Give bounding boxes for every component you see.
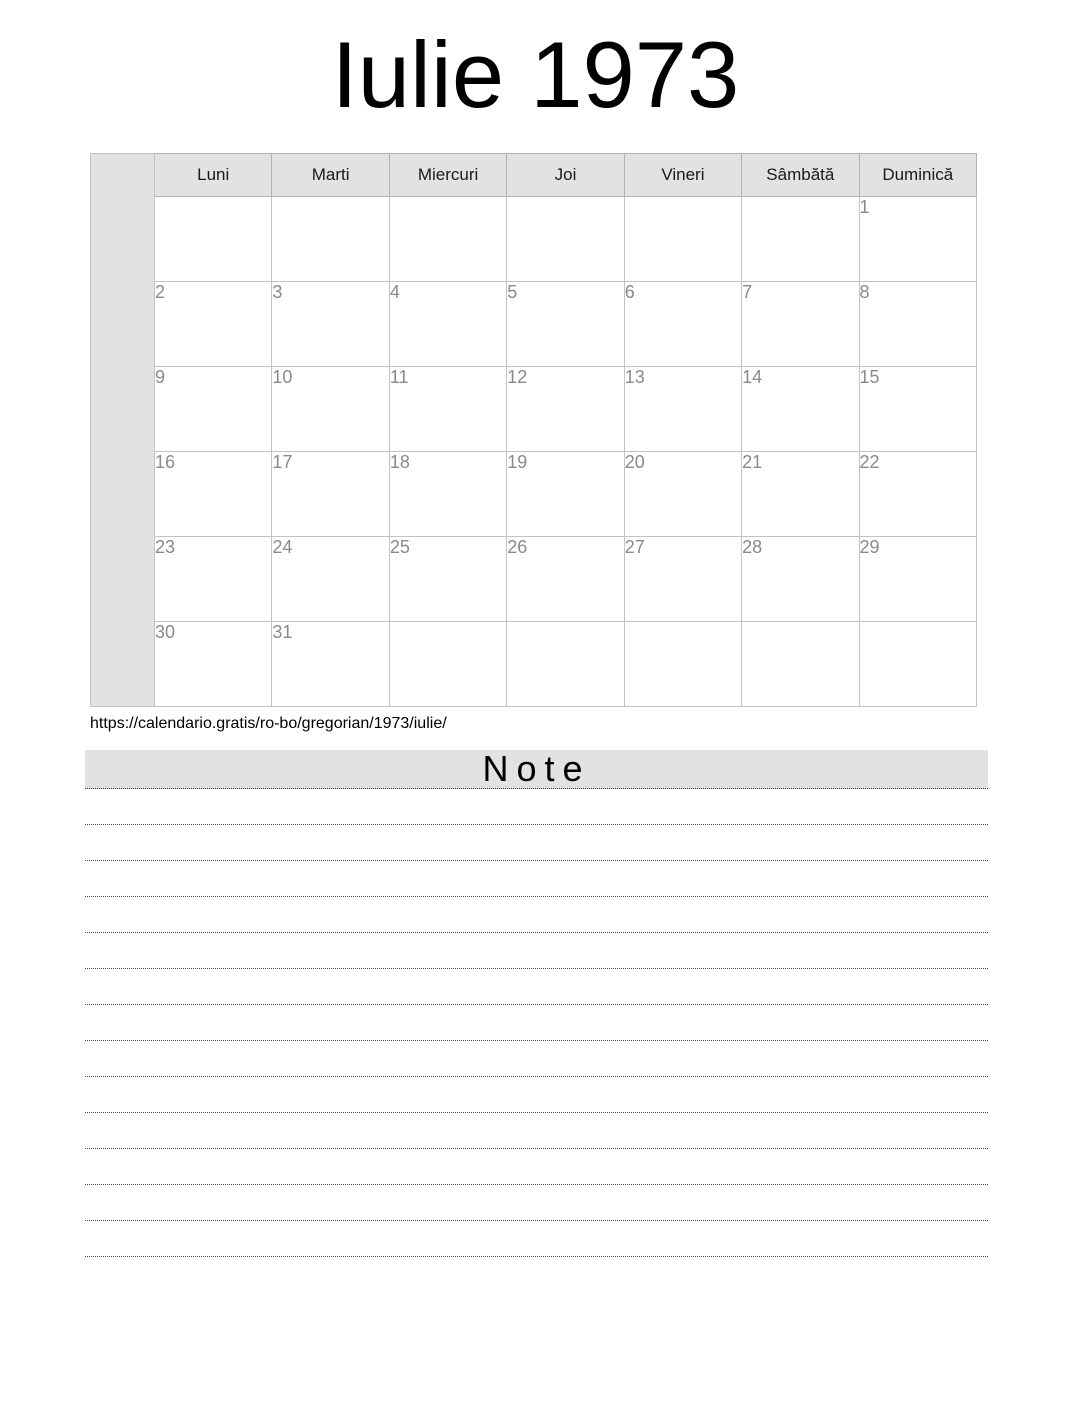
note-line <box>85 1185 988 1221</box>
weekday-header-vineri: Vineri <box>624 154 741 197</box>
day-cell: 3 <box>272 282 389 367</box>
day-cell: 24 <box>272 537 389 622</box>
weekday-header-row <box>91 154 977 197</box>
day-cell: 18 <box>389 452 506 537</box>
calendar-week-row <box>91 197 977 282</box>
page-title: Iulie 1973 <box>331 22 740 127</box>
notes-title: Note <box>85 750 988 789</box>
source-url: https://calendario.gratis/ro-bo/gregorian/1973/iulie/ <box>90 715 447 732</box>
note-line <box>85 1005 988 1041</box>
day-cell <box>155 197 272 282</box>
day-cell: 22 <box>859 452 976 537</box>
day-cell: 31 <box>272 622 389 707</box>
day-cell: 5 <box>507 282 624 367</box>
day-cell: 29 <box>859 537 976 622</box>
day-cell: 23 <box>155 537 272 622</box>
day-cell: 30 <box>155 622 272 707</box>
calendar-week-row <box>91 282 977 367</box>
calendar-week-row <box>91 622 977 707</box>
day-cell: 17 <box>272 452 389 537</box>
day-cell: 8 <box>859 282 976 367</box>
notes-section <box>85 750 988 1257</box>
day-cell: 25 <box>389 537 506 622</box>
note-line <box>85 897 988 933</box>
day-cell: 4 <box>389 282 506 367</box>
day-cell: 11 <box>389 367 506 452</box>
day-cell: 28 <box>742 537 859 622</box>
calendar-week-row <box>91 452 977 537</box>
day-cell <box>859 622 976 707</box>
day-cell: 15 <box>859 367 976 452</box>
note-line <box>85 969 988 1005</box>
day-cell: 10 <box>272 367 389 452</box>
day-cell: 20 <box>624 452 741 537</box>
calendar-week-row <box>91 367 977 452</box>
note-line <box>85 1077 988 1113</box>
day-cell <box>272 197 389 282</box>
note-line <box>85 789 988 825</box>
day-cell <box>624 622 741 707</box>
note-line <box>85 1221 988 1257</box>
week-number-column <box>91 154 155 707</box>
note-line <box>85 933 988 969</box>
day-cell <box>624 197 741 282</box>
day-cell: 13 <box>624 367 741 452</box>
day-cell: 12 <box>507 367 624 452</box>
day-cell: 2 <box>155 282 272 367</box>
day-cell <box>389 622 506 707</box>
day-cell: 26 <box>507 537 624 622</box>
day-cell: 6 <box>624 282 741 367</box>
weekday-header-sambata: Sâmbătă <box>742 154 859 197</box>
weekday-header-duminica: Duminică <box>859 154 976 197</box>
day-cell: 27 <box>624 537 741 622</box>
note-line <box>85 1041 988 1077</box>
weekday-header-luni: Luni <box>155 154 272 197</box>
day-cell: 7 <box>742 282 859 367</box>
day-cell: 19 <box>507 452 624 537</box>
day-cell: 21 <box>742 452 859 537</box>
page <box>0 22 1071 1257</box>
day-cell: 1 <box>859 197 976 282</box>
note-line <box>85 1113 988 1149</box>
day-cell <box>507 197 624 282</box>
weekday-header-joi: Joi <box>507 154 624 197</box>
note-line <box>85 825 988 861</box>
day-cell <box>389 197 506 282</box>
calendar-week-row <box>91 537 977 622</box>
note-line <box>85 1149 988 1185</box>
notes-lines <box>85 789 988 1257</box>
day-cell: 9 <box>155 367 272 452</box>
day-cell <box>507 622 624 707</box>
calendar-table <box>90 153 977 707</box>
note-line <box>85 861 988 897</box>
weekday-header-marti: Marti <box>272 154 389 197</box>
day-cell: 14 <box>742 367 859 452</box>
day-cell <box>742 622 859 707</box>
weekday-header-miercuri: Miercuri <box>389 154 506 197</box>
day-cell: 16 <box>155 452 272 537</box>
day-cell <box>742 197 859 282</box>
